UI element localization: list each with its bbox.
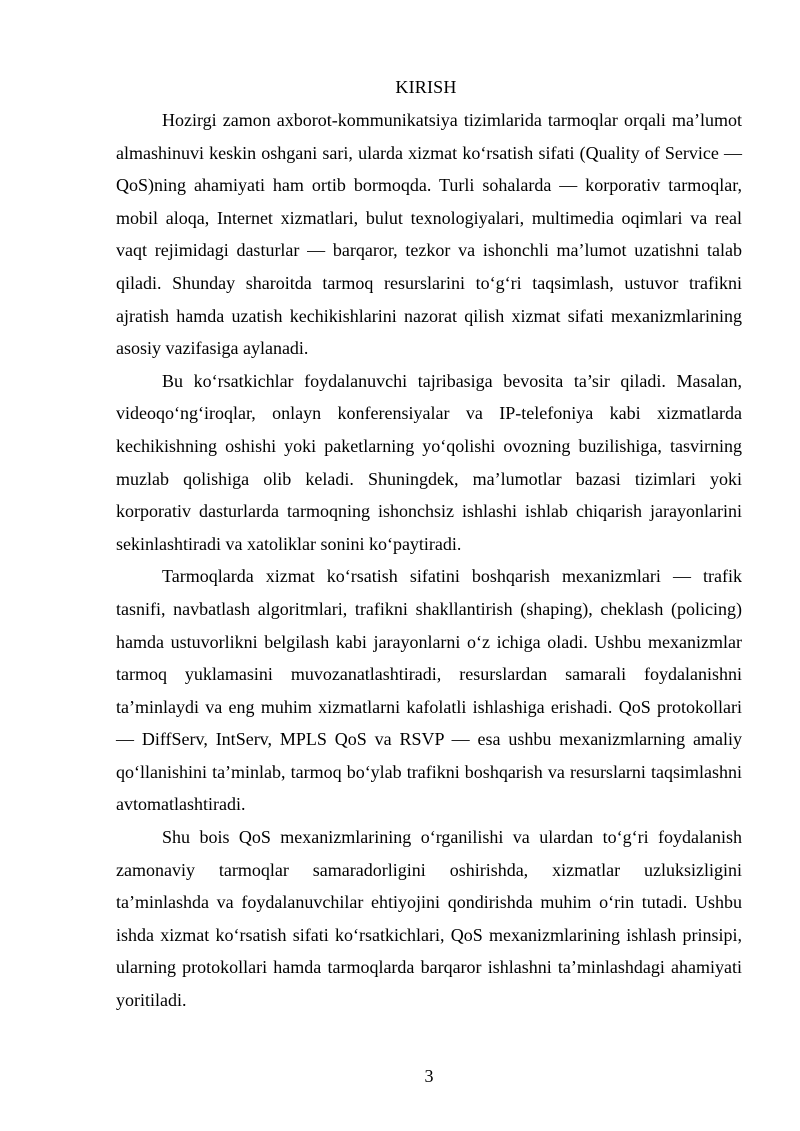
paragraph-1: Hozirgi zamon axborot-kommunikatsiya tizimlarida tarmoqlar orqali ma’lumot almashinuvi keskin oshgani sari, ularda xizmat ko‘rsatish sifati (Quality of Service — QoS)ning ahamiyati ham ortib bormoqda. Turli sohalarda — korporativ tarmoqlar, mobil aloqa, Internet xizmatlari, bulut texnologiyalari, multimedia oqimlari va real vaqt rejimidagi dasturlar — barqaror, tezkor va ishonchli ma’lumot uzatishni talab qiladi. Shunday sharoitda tarmoq resurslarini to‘g‘ri taqsimlash, ustuvor trafikni ajratish hamda uzatish kechikishlarini nazorat qilish xizmat sifati mexanizmlarining asosiy vazifasiga aylanadi. (116, 110, 742, 359)
paragraph-2: Bu ko‘rsatkichlar foydalanuvchi tajribasiga bevosita ta’sir qiladi. Masalan, videoqo‘ng‘iroqlar, onlayn konferensiyalar va IP-telefoniya kabi xizmatlarda kechikishning oshishi yoki paketlarning yo‘qolishi ovozning buzilishiga, tasvirning muzlab qolishiga olib keladi. Shuningdek, ma’lumotlar bazasi tizimlari yoki korporativ dasturlarda tarmoqning ishonchsiz ishlashi ishlab chiqarish jarayonlarini sekinlashtiradi va xatoliklar sonini ko‘paytiradi. (116, 370, 742, 554)
page-number: 3 (424, 1066, 434, 1086)
section-title: KIRISH (395, 77, 457, 97)
body-text (116, 104, 742, 1017)
paragraph-4: Shu bois QoS mexanizmlarining o‘rganilishi va ulardan to‘g‘ri foydalanish zamonaviy tarmoqlar samaradorligini oshirishda, xizmatlar uzluksizligini ta’minlashda va foydalanuvchilar ehtiyojini qondirishda muhim o‘rin tutadi. Ushbu ishda xizmat ko‘rsatish sifati ko‘rsatkichlari, QoS mexanizmlarining ishlash prinsipi, ularning protokollari hamda tarmoqlarda barqaror ishlashni ta’minlashdagi ahamiyati yoritiladi. (116, 827, 742, 1011)
paragraph-3: Tarmoqlarda xizmat ko‘rsatish sifatini boshqarish mexanizmlari — trafik tasnifi, navbatlash algoritmlari, trafikni shakllantirish (shaping), cheklash (policing) hamda ustuvorlikni belgilash kabi jarayonlarni o‘z ichiga oladi. Ushbu mexanizmlar tarmoq yuklamasini muvozanatlashtiradi, resurslardan samarali foydalanishni ta’minlaydi va eng muhim xizmatlarni kafolatli ishlashiga erishadi. QoS protokollari — DiffServ, IntServ, MPLS QoS va RSVP — esa ushbu mexanizmlarning amaliy qo‘llanishini ta’minlab, tarmoq bo‘ylab trafikni boshqarish va resurslarni taqsimlashni avtomatlashtiradi. (116, 566, 742, 815)
